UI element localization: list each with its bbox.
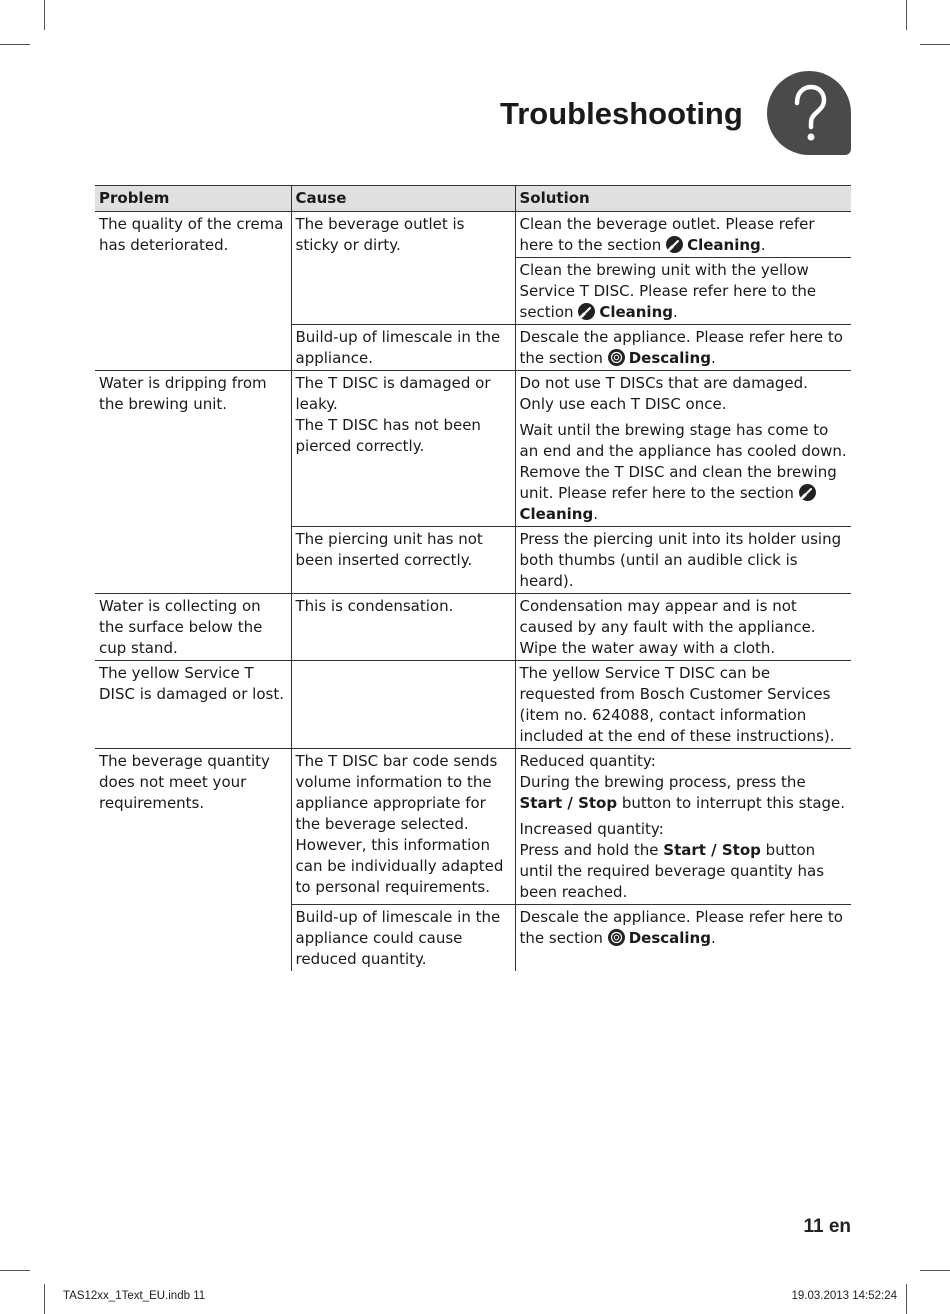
- troubleshooting-table: [95, 185, 851, 971]
- table-row: [95, 371, 851, 527]
- page-number-value: 11: [803, 1216, 824, 1237]
- page-number: [780, 1216, 851, 1238]
- descaling-link[interactable]: Descaling: [628, 929, 711, 947]
- period: .: [710, 349, 716, 367]
- start-stop-label: Start / Stop: [663, 841, 761, 859]
- crop-mark: [44, 0, 45, 30]
- cause-cell: The piercing unit has not been inserted correctly.: [291, 527, 515, 594]
- cause-text: The T DISC is damaged or leaky.: [295, 374, 491, 413]
- solution-cell: [515, 325, 851, 371]
- solution-subtitle: Increased quantity:: [519, 820, 664, 838]
- solution-cell: [515, 371, 851, 527]
- crop-mark: [906, 0, 907, 30]
- crop-mark: [44, 1284, 45, 1314]
- problem-cell: The beverage quantity does not meet your requirements.: [95, 749, 291, 972]
- solution-subtitle: Reduced quantity:: [519, 752, 656, 770]
- period: .: [673, 303, 678, 321]
- crop-mark: [906, 1284, 907, 1314]
- cause-cell: Build-up of limescale in the appliance.: [291, 325, 515, 371]
- cause-cell: The beverage outlet is sticky or dirty.: [291, 212, 515, 325]
- period: .: [760, 236, 766, 254]
- solution-text: button until the required beverage quantity has been reached.: [519, 841, 825, 901]
- solution-cell: The yellow Service T DISC can be requested from Bosch Customer Services (item no. 624088, contact information included at the end of these instructions).: [515, 661, 851, 749]
- solution-cell: Condensation may appear and is not caused by any fault with the appliance. Wipe the water away with a cloth.: [515, 594, 851, 661]
- solution-text: Only use each T DISC once.: [519, 395, 727, 413]
- crop-mark: [920, 44, 950, 45]
- solution-paragraph: [520, 420, 848, 525]
- solution-text: Press and hold the: [519, 841, 659, 859]
- cleaning-link[interactable]: Cleaning: [687, 236, 761, 254]
- solution-paragraph: [520, 840, 848, 903]
- problem-cell: Water is collecting on the surface below the cup stand.: [95, 594, 291, 661]
- table-row: [95, 749, 851, 905]
- question-mark-icon: [767, 71, 851, 155]
- solution-text: button to interrupt this stage.: [621, 794, 846, 812]
- crop-mark: [0, 1270, 30, 1271]
- solution-paragraph: [520, 772, 848, 814]
- crop-mark: [0, 44, 30, 45]
- table-header-row: [95, 186, 851, 212]
- solution-text: Do not use T DISCs that are damaged.: [519, 374, 808, 392]
- cause-cell: The T DISC bar code sends volume information to the appliance appropriate for the beverage selected. However, this information can be individually adapted to personal requirements.: [291, 749, 515, 905]
- table-row: [95, 661, 851, 749]
- cleaning-link[interactable]: Cleaning: [599, 303, 673, 321]
- cause-cell: Build-up of limescale in the appliance could cause reduced quantity.: [291, 905, 515, 972]
- crop-mark: [920, 1270, 950, 1271]
- footer-timestamp: 19.03.2013 14:52:24: [791, 1290, 897, 1302]
- cause-text: The T DISC has not been pierced correctly.: [295, 416, 481, 455]
- header-problem: Problem: [95, 186, 291, 212]
- descaling-icon: [608, 349, 625, 366]
- solution-cell: [515, 258, 851, 325]
- header-solution: Solution: [515, 186, 851, 212]
- cleaning-brush-icon: [666, 236, 683, 253]
- solution-text: During the brewing process, press the: [519, 773, 806, 791]
- solution-cell: Press the piercing unit into its holder using both thumbs (until an audible click is heard).: [515, 527, 851, 594]
- cleaning-link[interactable]: Cleaning: [519, 505, 594, 523]
- descaling-icon: [608, 929, 625, 946]
- solution-text: Descale the appliance. Please refer here to the section: [519, 908, 843, 947]
- cleaning-brush-icon: [578, 303, 595, 320]
- solution-cell: [515, 212, 851, 258]
- header-cause: Cause: [291, 186, 515, 212]
- problem-cell: Water is dripping from the brewing unit.: [95, 371, 291, 594]
- table-row: [95, 594, 851, 661]
- problem-cell: The quality of the crema has deteriorated.: [95, 212, 291, 371]
- problem-cell: The yellow Service T DISC is damaged or lost.: [95, 661, 291, 749]
- solution-cell: [515, 905, 851, 972]
- period: .: [710, 929, 716, 947]
- solution-text: Descale the appliance. Please refer here to the section: [519, 328, 843, 367]
- start-stop-label: Start / Stop: [519, 794, 618, 812]
- table-row: [95, 212, 851, 258]
- footer-file-info: TAS12xx_1Text_EU.indb 11: [63, 1290, 206, 1302]
- language-code: en: [828, 1216, 851, 1237]
- solution-cell: [515, 749, 851, 905]
- solution-text: Clean the beverage outlet. Please refer here to the section: [519, 215, 815, 254]
- page-title: Troubleshooting: [500, 96, 743, 131]
- solution-text: Clean the brewing unit with the yellow Service T DISC. Please refer here to the section: [519, 261, 817, 321]
- period: .: [593, 505, 598, 523]
- cause-cell: [291, 371, 515, 527]
- solution-text: Wait until the brewing stage has come to an end and the appliance has cooled down. Remove the T DISC and clean the brewing unit. Please refer here to the section: [519, 421, 847, 502]
- cleaning-brush-icon: [799, 484, 816, 501]
- cause-cell: This is condensation.: [291, 594, 515, 661]
- descaling-link[interactable]: Descaling: [628, 349, 711, 367]
- cause-cell: [291, 661, 515, 749]
